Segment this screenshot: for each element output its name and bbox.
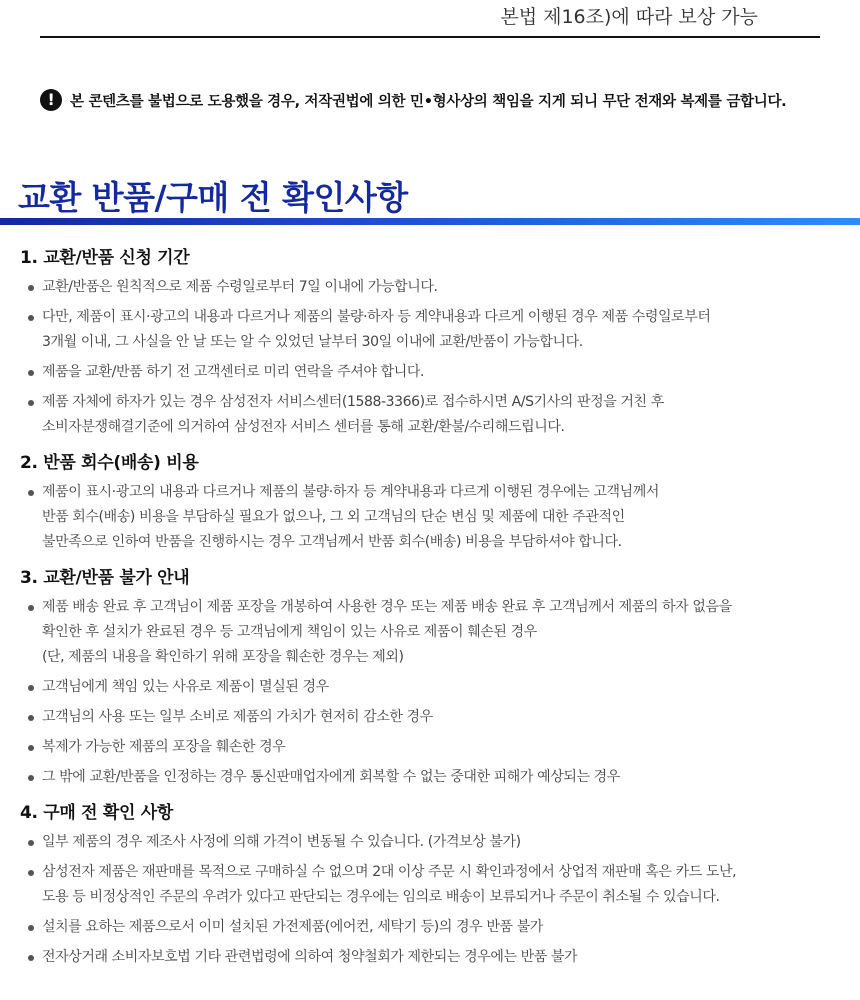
bullet-line: 삼성전자 제품은 재판매를 목적으로 구매하실 수 없으며 2대 이상 주문 시 확인과정에서 상업적 재판매 혹은 카드 도난, bbox=[42, 864, 737, 880]
bullet-dot-icon bbox=[28, 285, 34, 291]
bullet-item bbox=[20, 595, 850, 670]
bullet-dot-icon bbox=[28, 870, 34, 876]
bullet-list bbox=[20, 275, 850, 440]
page-title: 교환 반품/구매 전 확인사항 bbox=[18, 178, 408, 217]
exclamation-icon: ! bbox=[40, 89, 62, 111]
bullet-dot-icon bbox=[28, 745, 34, 751]
bullet-dot-icon bbox=[28, 370, 34, 376]
bullet-item bbox=[20, 735, 850, 760]
section-3 bbox=[20, 566, 850, 790]
bullet-line: 제품 배송 완료 후 고객님이 제품 포장을 개봉하여 사용한 경우 또는 제품 배송 완료 후 고객님께서 제품의 하자 없음을 bbox=[42, 599, 732, 615]
bullet-dot-icon bbox=[28, 715, 34, 721]
bullet-text bbox=[42, 705, 850, 730]
bullet-item bbox=[20, 830, 850, 855]
bullet-dot-icon bbox=[28, 400, 34, 406]
bullet-text bbox=[42, 675, 850, 700]
bullet-item bbox=[20, 705, 850, 730]
bullet-item bbox=[20, 480, 850, 555]
bullet-item bbox=[20, 860, 850, 910]
bullet-line: 일부 제품의 경우 제조사 사정에 의해 가격이 변동될 수 있습니다. (가격보상 불가) bbox=[42, 834, 521, 850]
bullet-text bbox=[42, 480, 850, 555]
bullet-text bbox=[42, 735, 850, 760]
bullet-line: 그 밖에 교환/반품을 인정하는 경우 통신판매업자에게 회복할 수 없는 중대한 피해가 예상되는 경우 bbox=[42, 769, 620, 785]
bullet-line: 전자상거래 소비자보호법 기타 관련법령에 의하여 청약철회가 제한되는 경우에는 반품 불가 bbox=[42, 949, 578, 965]
bullet-dot-icon bbox=[28, 775, 34, 781]
section-title: 3. 교환/반품 불가 안내 bbox=[20, 568, 190, 588]
bullet-item bbox=[20, 765, 850, 790]
section-2 bbox=[20, 451, 850, 555]
bullet-line: 도용 등 비정상적인 주문의 우려가 있다고 판단되는 경우에는 임의로 배송이 보류되거나 주문이 취소될 수 있습니다. bbox=[42, 889, 720, 905]
bullet-item bbox=[20, 945, 850, 970]
bullet-dot-icon bbox=[28, 315, 34, 321]
previous-section-footer bbox=[40, 0, 820, 38]
bullet-item bbox=[20, 675, 850, 700]
bullet-item bbox=[20, 305, 850, 355]
bullet-item bbox=[20, 275, 850, 300]
top-text: 본법 제16조)에 따라 보상 가능 bbox=[500, 6, 758, 28]
bullet-line: 다만, 제품이 표시·광고의 내용과 다르거나 제품의 불량·하자 등 계약내용과 다르게 이행된 경우 제품 수령일로부터 bbox=[42, 309, 711, 325]
section-title: 1. 교환/반품 신청 기간 bbox=[20, 248, 190, 268]
bullet-line: (단, 제품의 내용을 확인하기 위해 포장을 훼손한 경우는 제외) bbox=[42, 649, 404, 665]
bullet-line: 반품 회수(배송) 비용을 부담하실 필요가 없으나, 그 외 고객님의 단순 변심 및 제품에 대한 주관적인 bbox=[42, 509, 625, 525]
bullet-item bbox=[20, 390, 850, 440]
bullet-line: 고객님에게 책임 있는 사유로 제품이 멸실된 경우 bbox=[42, 679, 329, 695]
bullet-line: 불만족으로 인하여 반품을 진행하시는 경우 고객님께서 반품 회수(배송) 비용을 부담하셔야 합니다. bbox=[42, 534, 622, 550]
bullet-dot-icon bbox=[28, 840, 34, 846]
warning-text: 본 콘텐츠를 불법으로 도용했을 경우, 저작권법에 의한 민•형사상의 책임을 지게 되니 무단 전재와 복제를 금합니다. bbox=[70, 93, 787, 110]
bullet-line: 고객님의 사용 또는 일부 소비로 제품의 가치가 현저히 감소한 경우 bbox=[42, 709, 433, 725]
bullet-line: 교환/반품은 원칙적으로 제품 수령일로부터 7일 이내에 가능합니다. bbox=[42, 279, 438, 295]
bullet-text bbox=[42, 360, 850, 385]
section-title: 4. 구매 전 확인 사항 bbox=[20, 803, 174, 823]
bullet-dot-icon bbox=[28, 605, 34, 611]
bullet-line: 제품이 표시·광고의 내용과 다르거나 제품의 불량·하자 등 계약내용과 다르게 이행된 경우에는 고객님께서 bbox=[42, 484, 659, 500]
title-underline bbox=[0, 218, 860, 225]
bullet-list bbox=[20, 480, 850, 555]
bullet-list bbox=[20, 595, 850, 790]
bullet-line: 3개월 이내, 그 사실을 안 날 또는 알 수 있었던 날부터 30일 이내에 교환/반품이 가능합니다. bbox=[42, 334, 583, 350]
bullet-line: 설치를 요하는 제품으로서 이미 설치된 가전제품(에어컨, 세탁기 등)의 경우 반품 불가 bbox=[42, 919, 543, 935]
bullet-text bbox=[42, 945, 850, 970]
bullet-line: 소비자분쟁해결기준에 의거하여 삼성전자 서비스 센터를 통해 교환/환불/수리해드립니다. bbox=[42, 419, 565, 435]
content-sections bbox=[20, 246, 850, 981]
bullet-line: 제품 자체에 하자가 있는 경우 삼성전자 서비스센터(1588-3366)로 접수하시면 A/S기사의 판정을 거친 후 bbox=[42, 394, 664, 410]
bullet-dot-icon bbox=[28, 925, 34, 931]
section-title: 2. 반품 회수(배송) 비용 bbox=[20, 453, 199, 473]
bullet-text bbox=[42, 915, 850, 940]
bullet-line: 확인한 후 설치가 완료된 경우 등 고객님에게 책임이 있는 사유로 제품이 훼손된 경우 bbox=[42, 624, 537, 640]
bullet-item bbox=[20, 360, 850, 385]
bullet-text bbox=[42, 765, 850, 790]
bullet-dot-icon bbox=[28, 490, 34, 496]
bullet-text bbox=[42, 860, 850, 910]
bullet-list bbox=[20, 830, 850, 970]
bullet-text bbox=[42, 595, 850, 670]
bullet-text bbox=[42, 830, 850, 855]
bullet-text bbox=[42, 390, 850, 440]
bullet-text bbox=[42, 305, 850, 355]
bullet-dot-icon bbox=[28, 955, 34, 961]
section-1 bbox=[20, 246, 850, 440]
copyright-warning bbox=[40, 88, 830, 112]
bullet-text bbox=[42, 275, 850, 300]
section-4 bbox=[20, 801, 850, 970]
bullet-dot-icon bbox=[28, 685, 34, 691]
bullet-line: 복제가 가능한 제품의 포장을 훼손한 경우 bbox=[42, 739, 286, 755]
bullet-item bbox=[20, 915, 850, 940]
bullet-line: 제품을 교환/반품 하기 전 고객센터로 미리 연락을 주셔야 합니다. bbox=[42, 364, 424, 380]
